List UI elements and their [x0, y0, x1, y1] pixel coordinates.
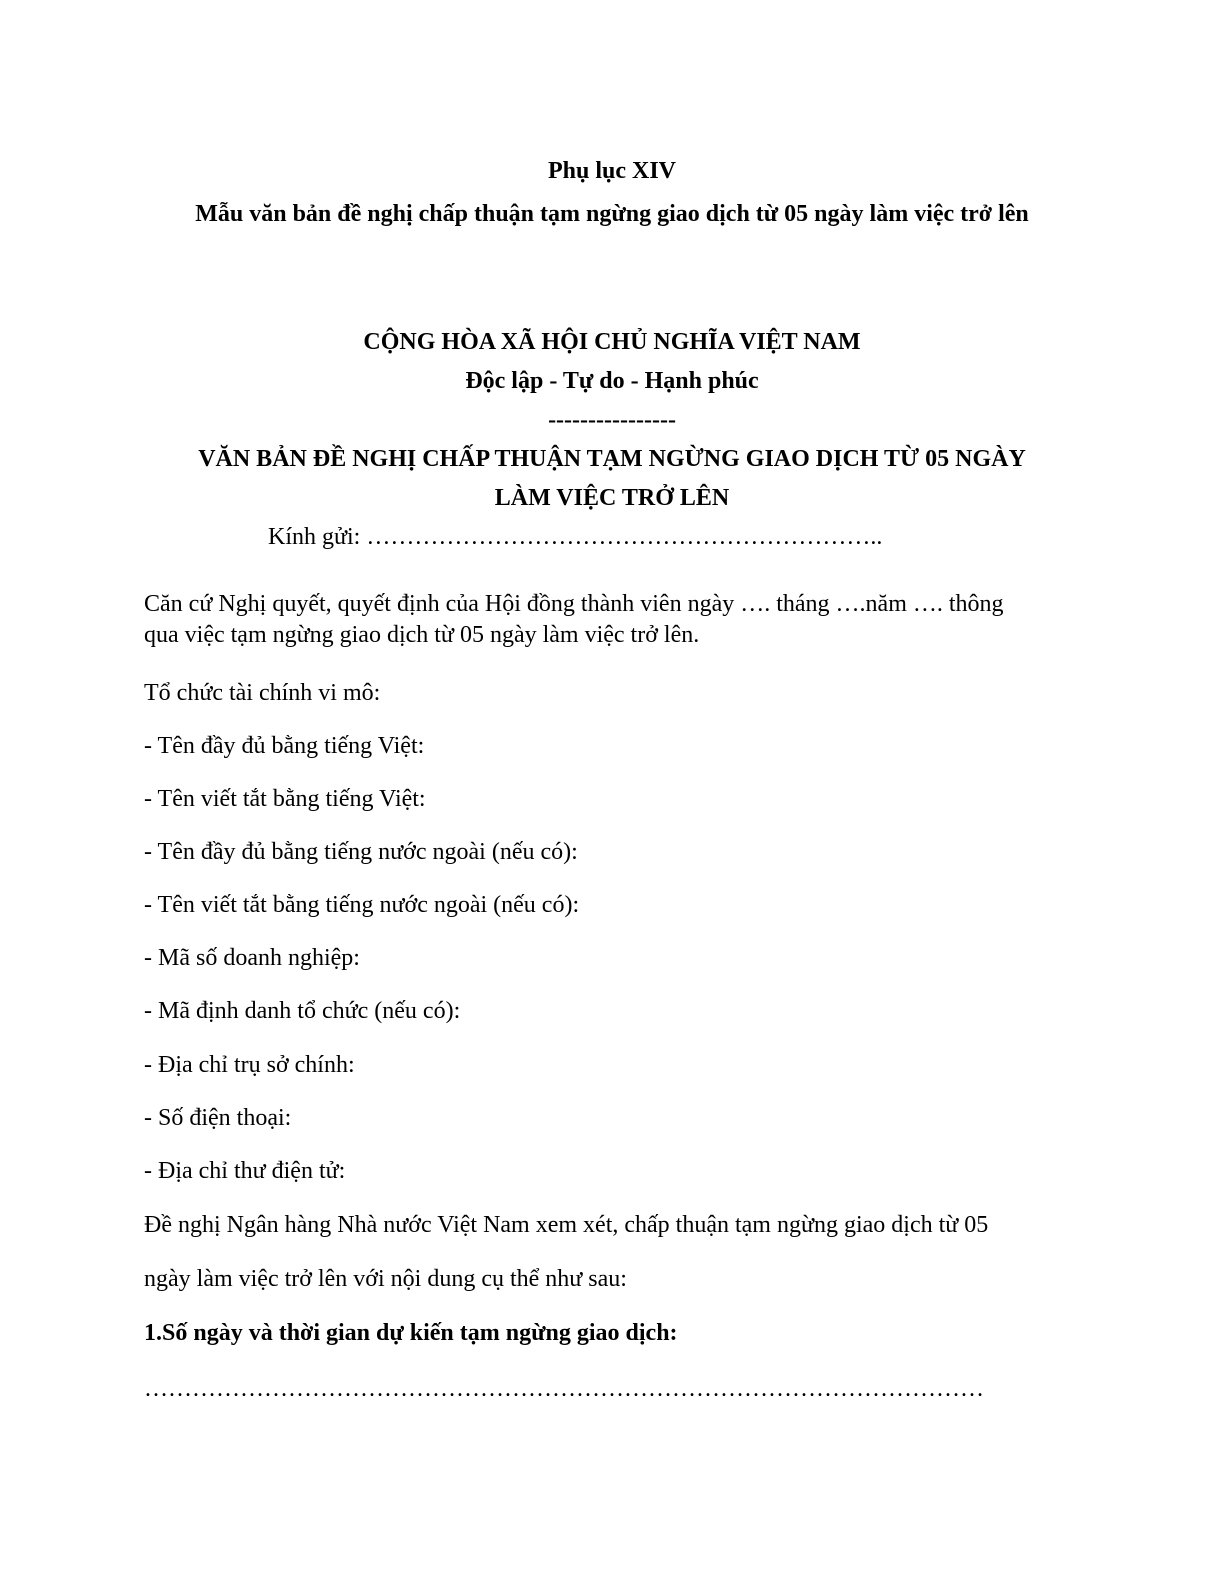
- request-line2: ngày làm việc trở lên với nội dung cụ thể như sau:: [144, 1266, 627, 1292]
- motto: Độc lập - Tự do - Hạnh phúc: [465, 368, 759, 394]
- field-short-name-foreign: - Tên viết tắt bằng tiếng nước ngoài (nếu có):: [144, 892, 580, 918]
- document-title-line1: VĂN BẢN ĐỀ NGHỊ CHẤP THUẬN TẠM NGỪNG GIAO DỊCH TỪ 05 NGÀY: [198, 446, 1026, 472]
- field-email: - Địa chỉ thư điện tử:: [144, 1158, 346, 1184]
- request-line1: Đề nghị Ngân hàng Nhà nước Việt Nam xem xét, chấp thuận tạm ngừng giao dịch từ 05: [144, 1212, 989, 1238]
- field-enterprise-code: - Mã số doanh nghiệp:: [144, 945, 360, 971]
- field-head-office-address: - Địa chỉ trụ sở chính:: [144, 1052, 355, 1078]
- appendix-title: Phụ lục XIV: [547, 158, 677, 184]
- field-org-identifier: - Mã định danh tổ chức (nếu có):: [144, 998, 461, 1024]
- field-full-name-foreign: - Tên đầy đủ bằng tiếng nước ngoài (nếu có):: [144, 839, 578, 865]
- recipient-line: Kính gửi: ………………………………………………………..: [268, 524, 883, 550]
- section1-heading: 1.Số ngày và thời gian dự kiến tạm ngừng giao dịch:: [144, 1320, 678, 1346]
- field-full-name-vi: - Tên đầy đủ bằng tiếng Việt:: [144, 733, 425, 759]
- basis-line1: Căn cứ Nghị quyết, quyết định của Hội đồng thành viên ngày …. tháng ….năm …. thông: [144, 591, 1004, 617]
- org-heading: Tổ chức tài chính vi mô:: [144, 680, 381, 706]
- basis-line2: qua việc tạm ngừng giao dịch từ 05 ngày làm việc trở lên.: [144, 622, 700, 648]
- appendix-subtitle: Mẫu văn bản đề nghị chấp thuận tạm ngừng giao dịch từ 05 ngày làm việc trở lên: [195, 201, 1029, 227]
- document-title-line2: LÀM VIỆC TRỞ LÊN: [494, 485, 730, 511]
- field-short-name-vi: - Tên viết tắt bằng tiếng Việt:: [144, 786, 426, 812]
- header-separator: ----------------: [548, 407, 676, 433]
- field-phone: - Số điện thoại:: [144, 1105, 292, 1131]
- nation-header: CỘNG HÒA XÃ HỘI CHỦ NGHĨA VIỆT NAM: [363, 329, 861, 355]
- section1-fill-line: ……………………………………………………………………………………………: [144, 1376, 984, 1402]
